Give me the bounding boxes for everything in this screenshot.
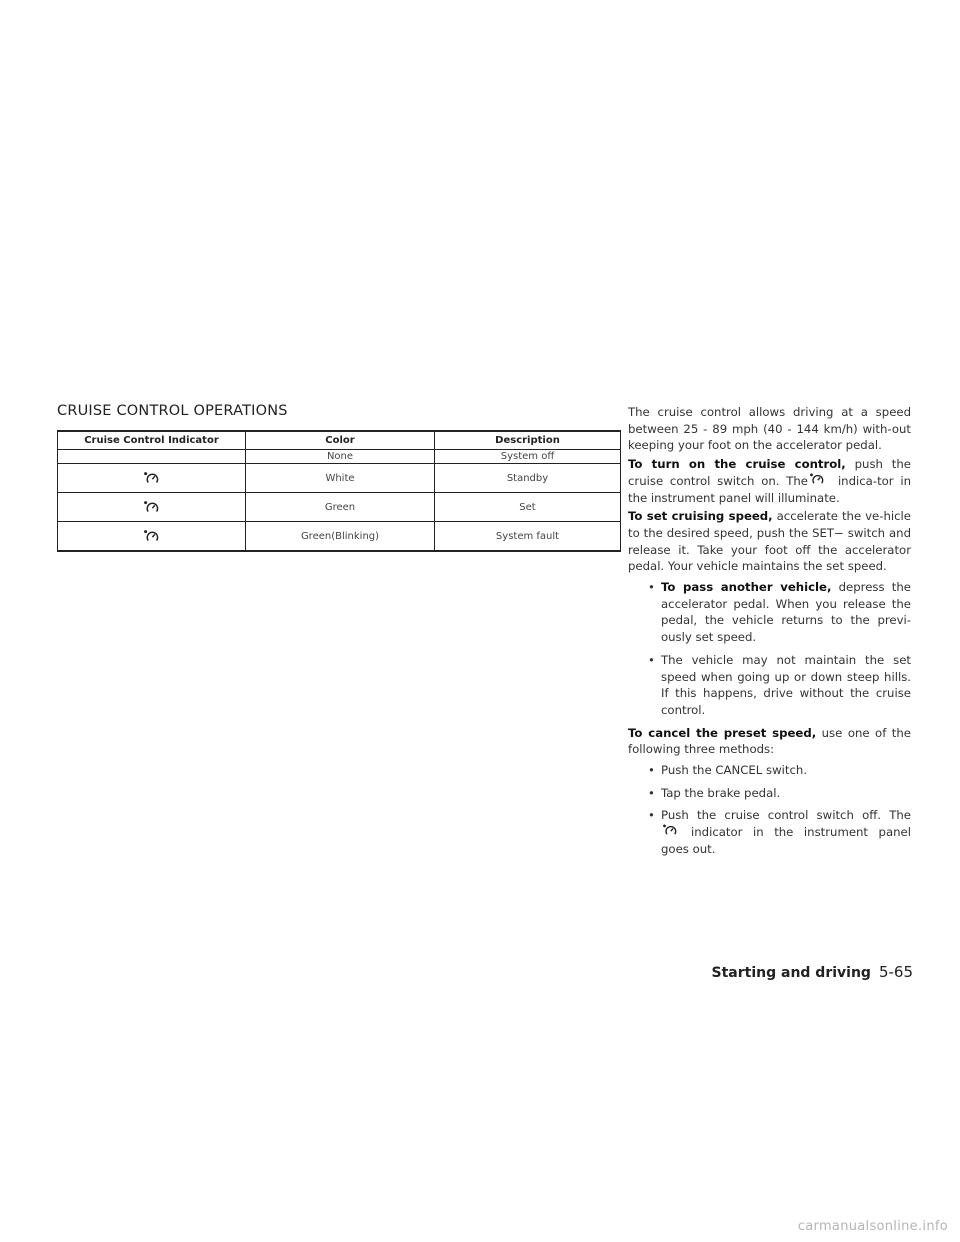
cruise-control-icon [144, 530, 159, 543]
pass-vehicle-text: depress the accelerator pedal. When you release the pedal, the vehicle returns to the previ-ously set speed. [661, 580, 911, 645]
bullet-icon: • [648, 652, 655, 667]
header-color: Color [246, 431, 435, 450]
description-cell: System fault [435, 522, 621, 552]
intro-paragraph: The cruise control allows driving at a speed between 25 - 89 mph (40 - 144 km/h) with-out keeping your foot on the accelerator pedal. [628, 405, 911, 453]
footer-page-number: 5-65 [878, 963, 913, 981]
color-cell: White [246, 464, 435, 493]
description-cell: Standby [435, 464, 621, 493]
list-item [628, 579, 911, 646]
cancel-heading: To cancel the preset speed, [628, 725, 817, 740]
set-speed-notes [628, 579, 911, 719]
bullet-icon: • [648, 785, 655, 800]
cancel-text: use one of the following three methods: [628, 725, 911, 757]
watermark: carmanualsonline.info [797, 1219, 948, 1234]
cancel-method-text-a: Push the cruise control switch off. The [661, 808, 911, 823]
cruise-control-icon [663, 824, 677, 837]
bullet-icon: • [648, 763, 655, 778]
table-row [58, 464, 621, 493]
section-title: CRUISE CONTROL OPERATIONS [57, 403, 288, 419]
header-description: Description [435, 431, 621, 450]
color-cell: Green(Blinking) [246, 522, 435, 552]
set-speed-text: accelerate the ve-hicle to the desired speed, push the SET− switch and release it. Take your foot off the accelerator pedal. Your vehicle maintains the set speed. [628, 509, 911, 574]
description-cell: System off [435, 450, 621, 464]
cruise-control-icon [810, 473, 824, 486]
pass-vehicle-heading: To pass another vehicle, [661, 580, 832, 595]
cancel-paragraph [628, 725, 911, 758]
bullet-icon: • [648, 808, 655, 823]
set-speed-heading: To set cruising speed, [628, 509, 773, 524]
list-item [628, 762, 911, 779]
footer-section-name: Starting and driving [711, 965, 871, 981]
color-cell: None [246, 450, 435, 464]
indicator-cell [58, 450, 246, 464]
table-row [58, 522, 621, 552]
turn-on-heading: To turn on the cruise control, [628, 457, 846, 472]
set-speed-paragraph [628, 508, 911, 575]
indicator-cell [58, 493, 246, 522]
bullet-icon: • [648, 580, 655, 595]
cruise-control-icon [144, 472, 159, 485]
cancel-method-text: Push the CANCEL switch. [661, 763, 808, 778]
turn-on-text-a: push the cruise control switch on. The [628, 457, 911, 488]
list-item [628, 652, 911, 719]
indicator-cell [58, 522, 246, 552]
cruise-control-icon [144, 501, 159, 514]
table-header-row [58, 431, 621, 450]
hills-note-text: The vehicle may not maintain the set speed when going up or down steep hills. If this happens, drive without the cruise control. [661, 652, 911, 717]
indicator-cell [58, 464, 246, 493]
list-item [628, 785, 911, 802]
indicator-table [57, 430, 621, 552]
cancel-method-text: Tap the brake pedal. [661, 785, 781, 800]
body-text-column [628, 404, 911, 864]
description-cell: Set [435, 493, 621, 522]
header-indicator: Cruise Control Indicator [58, 431, 246, 450]
page-footer [712, 963, 913, 981]
table-row [58, 493, 621, 522]
turn-on-paragraph [628, 456, 911, 506]
turn-on-text-b: indica-tor in the instrument panel will illuminate. [628, 473, 911, 505]
cancel-method-text-b: indicator in the instrument panel goes out. [661, 825, 911, 856]
color-cell: Green [246, 493, 435, 522]
table-row [58, 450, 621, 464]
cancel-methods [628, 762, 911, 858]
list-item [628, 807, 911, 857]
